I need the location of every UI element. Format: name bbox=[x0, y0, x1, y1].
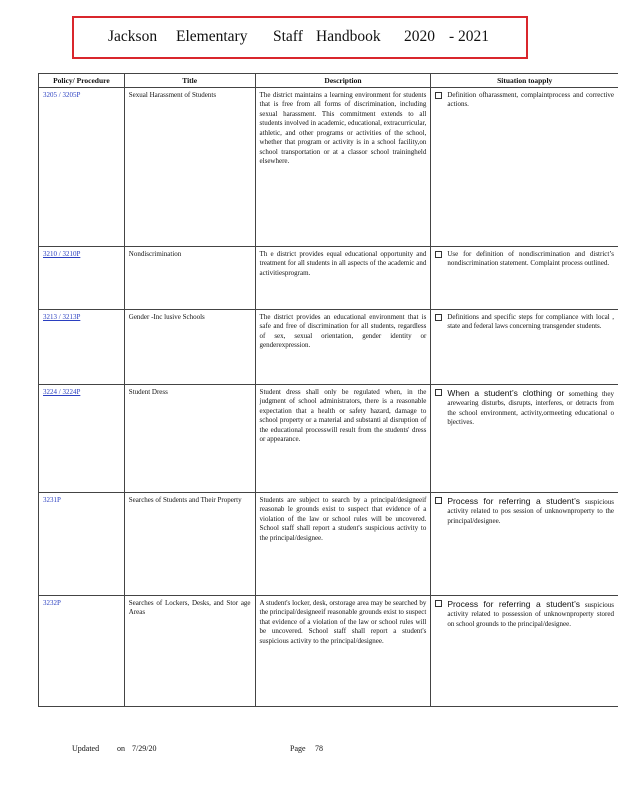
checkbox-bullet-icon bbox=[435, 389, 442, 396]
policy-description: Th e district provides equal educational opportunity and treatment for all students in all aspects of the academic and activitiesprogram. bbox=[255, 247, 431, 310]
table-row bbox=[39, 493, 618, 596]
policy-link[interactable]: 3210 / 3210P bbox=[43, 250, 81, 258]
policy-link[interactable]: 3205 / 3205P bbox=[43, 91, 81, 99]
policy-description: Student dress shall only be regulated when, in the judgment of school administrators, there is a reasonable expectation that a health or safety hazard, damage to school property or a material and substanti al disruption of the educational processwill result from the students' dress or appearance. bbox=[255, 385, 431, 493]
checkbox-bullet-icon bbox=[435, 497, 442, 504]
title-doc-handbook: Handbook bbox=[316, 28, 381, 45]
table-header-row bbox=[39, 74, 618, 88]
situation-text: Definition ofharassment, complaintprocess and corrective actions. bbox=[447, 91, 614, 109]
policy-title: Student Dress bbox=[124, 385, 255, 493]
policy-title: Sexual Harassment of Students bbox=[124, 88, 255, 247]
situation-lead: Process for referring a student’s bbox=[447, 599, 580, 609]
checkbox-bullet-icon bbox=[435, 600, 442, 607]
situation-cell bbox=[431, 247, 618, 310]
policy-cell bbox=[39, 385, 125, 493]
document-title-box bbox=[72, 16, 528, 59]
policy-table bbox=[38, 73, 618, 707]
title-school-type: Elementary bbox=[176, 28, 248, 45]
table-row bbox=[39, 247, 618, 310]
title-school: Jackson bbox=[108, 28, 158, 45]
situation-lead: When a student’s clothing or bbox=[447, 388, 565, 398]
footer-date: 7/29/20 bbox=[132, 744, 157, 753]
checkbox-bullet-icon bbox=[435, 251, 442, 258]
situation-cell bbox=[431, 493, 618, 596]
title-year-start: 2020 bbox=[404, 28, 435, 45]
title-year-end: - 2021 bbox=[449, 28, 490, 45]
policy-title: Nondiscrimination bbox=[124, 247, 255, 310]
policy-title: Searches of Students and Their Property bbox=[124, 493, 255, 596]
footer-updated-label: Updated bbox=[72, 744, 100, 753]
footer-on-label: on bbox=[117, 744, 125, 753]
policy-cell bbox=[39, 596, 125, 707]
header-description: Description bbox=[255, 74, 431, 88]
policy-cell bbox=[39, 88, 125, 247]
table-row bbox=[39, 88, 618, 247]
table-row bbox=[39, 385, 618, 493]
situation-text: suspicious activity related to possession of unknownproperty stored on school grounds to the principal/designee. bbox=[447, 601, 614, 628]
situation-cell bbox=[431, 385, 618, 493]
situation-cell bbox=[431, 310, 618, 385]
policy-description: The district maintains a learning environment for students that is free from all forms of discrimination, including sexual harassment. This commitment extends to all students involved in academic, educational, extracurricular, athletic, and other programs or activities of the school, whether that program or activity is in a school facility,on school transportation or at a classor school trainingheld elsewhere. bbox=[255, 88, 431, 247]
policy-link[interactable]: 3231P bbox=[43, 496, 61, 504]
policy-link[interactable]: 3213 / 3213P bbox=[43, 313, 81, 321]
situation-cell bbox=[431, 88, 618, 247]
situation-cell bbox=[431, 596, 618, 707]
header-situation: Situation toapply bbox=[431, 74, 618, 88]
situation-lead: Process for referring a student’s bbox=[447, 496, 580, 506]
policy-link[interactable]: 3224 / 3224P bbox=[43, 388, 81, 396]
situation-text: suspicious activity related to pos session of unknownproperty to the principal/designee. bbox=[447, 498, 614, 525]
situation-text: Use for definition of nondiscrimination and district’s nondiscrimination statement. Complaint process outlined. bbox=[447, 250, 614, 268]
checkbox-bullet-icon bbox=[435, 92, 442, 99]
table-row bbox=[39, 310, 618, 385]
table-row bbox=[39, 596, 618, 707]
policy-description: A student's locker, desk, orstorage area may be searched by the principal/designeeif reasonable grounds exist to suspect that evidence of a violation of the law or school rules will be uncovered. School staff shall report a student's suspicious activity to the principal/designee. bbox=[255, 596, 431, 707]
policy-cell bbox=[39, 310, 125, 385]
policy-link[interactable]: 3232P bbox=[43, 599, 61, 607]
policy-description: The district provides an educational environment that is safe and free of discrimination for all students, regardless of sex, sexual orientation, gender identity or genderexpression. bbox=[255, 310, 431, 385]
policy-title: Searches of Lockers, Desks, and Stor age Areas bbox=[124, 596, 255, 707]
header-policy: Policy/ Procedure bbox=[39, 74, 125, 88]
policy-cell bbox=[39, 493, 125, 596]
footer-page-label: Page bbox=[290, 744, 306, 753]
situation-text: Definitions and specific steps for compliance with local , state and federal laws concerning transgender students. bbox=[447, 313, 614, 331]
policy-title: Gender -Inc lusive Schools bbox=[124, 310, 255, 385]
policy-cell bbox=[39, 247, 125, 310]
title-doc-staff: Staff bbox=[273, 28, 303, 45]
policy-description: Students are subject to search by a principal/designeeif reasonab le grounds exist to suspect that evidence of a violation of the law or school rules will be uncovered. School staff shall report a student's suspicious activity to the principal/designee. bbox=[255, 493, 431, 596]
footer-page-number: 78 bbox=[315, 744, 323, 753]
header-title: Title bbox=[124, 74, 255, 88]
checkbox-bullet-icon bbox=[435, 314, 442, 321]
situation-text: something they arewearing disturbs, disrupts, interferes, or detracts from the school environment, activity,ormeeting educational o bjectives. bbox=[447, 390, 614, 427]
